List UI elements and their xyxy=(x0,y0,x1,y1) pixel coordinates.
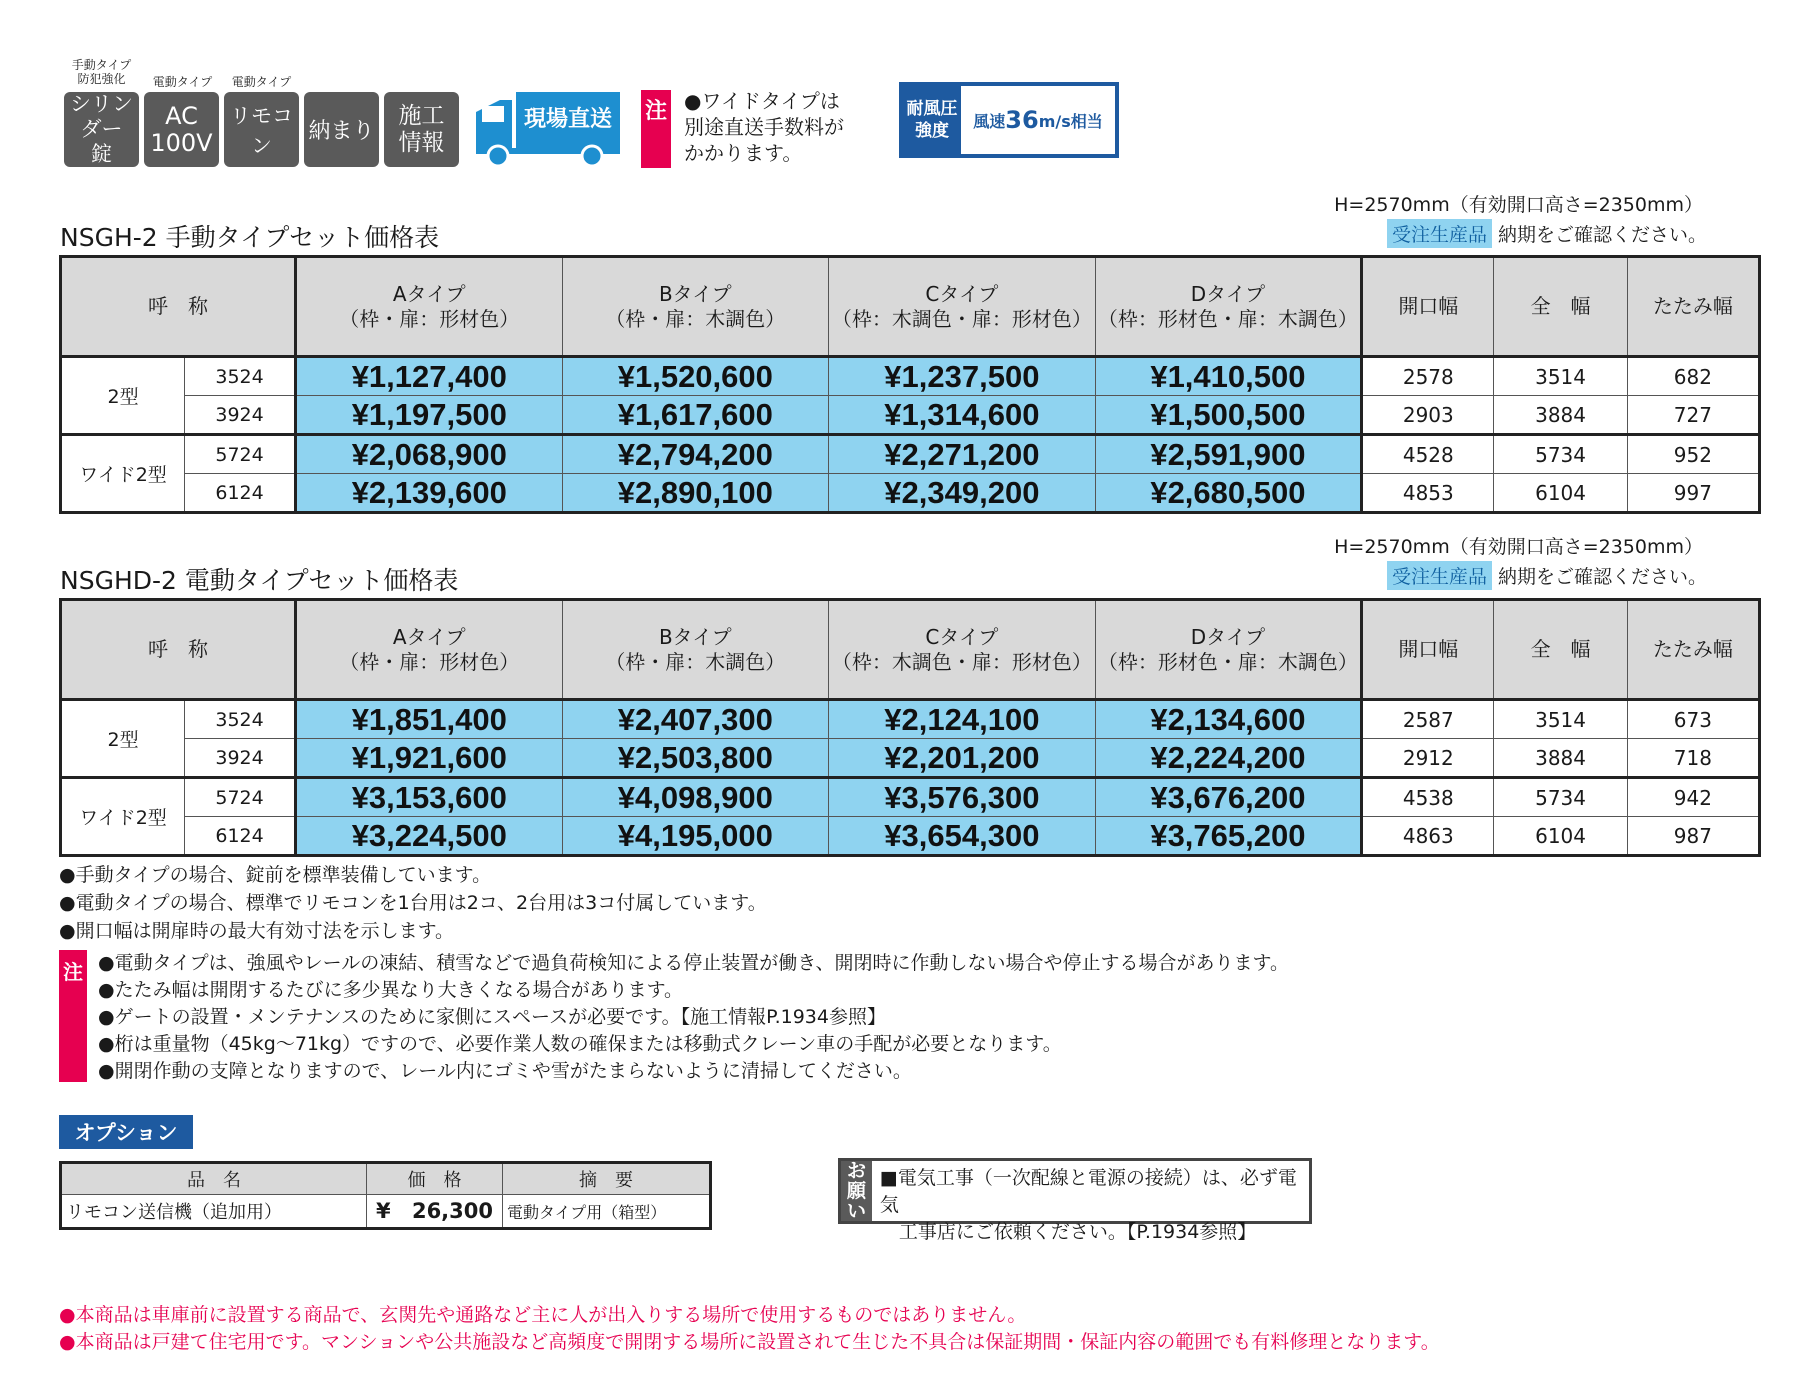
header-folded-width: たたみ幅 xyxy=(1627,600,1759,700)
installation-fit-icon: 納まり xyxy=(304,92,379,167)
header-type-b: Bタイプ （枠・扉：木調色） xyxy=(562,257,829,357)
wind-value-box xyxy=(961,86,1115,154)
made-to-order-badge: 受注生産品 xyxy=(1387,561,1492,590)
total-width: 3514 xyxy=(1494,700,1627,739)
height-note-2: H=2570mm（有効開口高さ=2350mm） xyxy=(1334,536,1703,558)
folded-width: 718 xyxy=(1627,739,1759,778)
total-width: 3884 xyxy=(1494,739,1627,778)
total-width: 5734 xyxy=(1494,435,1627,474)
group-name: ワイド2型 xyxy=(61,435,185,513)
price-c: ¥2,201,200 xyxy=(829,739,1096,778)
price-c: ¥1,314,600 xyxy=(829,396,1096,435)
opening-width: 2587 xyxy=(1362,700,1494,739)
price-table-electric xyxy=(59,598,1761,857)
direct-delivery-label: 現場直送 xyxy=(523,107,612,132)
size-code: 3524 xyxy=(185,700,296,739)
total-width: 5734 xyxy=(1494,778,1627,817)
header-type-d: Dタイプ （枠：形材色・扉：木調色） xyxy=(1095,257,1362,357)
residential-warning: ●本商品は戸建て住宅用です。マンションや公共施設など高頻度で開閉する場所に設置されて生じた不具合は保証期間・保証内容の範囲でも有料修理となります。 xyxy=(59,1331,1440,1353)
table-row xyxy=(61,396,1760,435)
option-label: オプション xyxy=(59,1115,193,1149)
folded-width: 942 xyxy=(1627,778,1759,817)
price-d: ¥2,134,600 xyxy=(1095,700,1362,739)
price-d: ¥3,765,200 xyxy=(1095,817,1362,856)
yen-mark: ¥ xyxy=(376,1199,391,1223)
caution-mark: 注 xyxy=(641,90,671,168)
price-b: ¥2,890,100 xyxy=(562,474,829,513)
price-a: ¥1,127,400 xyxy=(296,357,563,396)
group-name: ワイド2型 xyxy=(61,778,185,856)
option-name: リモコン送信機（追加用） xyxy=(61,1195,367,1229)
price-b: ¥2,794,200 xyxy=(562,435,829,474)
remote-control-icon: リモコン xyxy=(224,92,299,167)
price-b: ¥4,098,900 xyxy=(562,778,829,817)
wind-post: m/s相当 xyxy=(1038,111,1103,131)
table-row xyxy=(61,817,1760,856)
size-code: 6124 xyxy=(185,474,296,513)
request-text: ■電気工事（一次配線と電源の接続）は、必ず電気 工事店にご依頼ください。【P.1934参照】 xyxy=(879,1167,1297,1243)
folded-width: 727 xyxy=(1627,396,1759,435)
header-opening-width: 開口幅 xyxy=(1362,600,1494,700)
price-c: ¥3,576,300 xyxy=(829,778,1096,817)
header-total-width: 全 幅 xyxy=(1494,257,1627,357)
order-note-2 xyxy=(1387,561,1707,590)
table-row xyxy=(61,778,1760,817)
ac100v-icon: AC 100V xyxy=(144,92,219,167)
opening-width: 4538 xyxy=(1362,778,1494,817)
icon-caption-cylinder: 手動タイプ 防犯強化 xyxy=(71,58,132,86)
price-d: ¥3,676,200 xyxy=(1095,778,1362,817)
header-type-b: Bタイプ （枠・扉：木調色） xyxy=(562,600,829,700)
header-name: 呼 称 xyxy=(61,600,296,700)
price-a: ¥3,224,500 xyxy=(296,817,563,856)
wind-pre: 風速 xyxy=(973,111,1006,131)
option-memo: 電動タイプ用（箱型） xyxy=(503,1195,711,1229)
table-row xyxy=(61,739,1760,778)
price-b: ¥2,503,800 xyxy=(562,739,829,778)
made-to-order-badge: 受注生産品 xyxy=(1387,219,1492,248)
wide-type-note: ●ワイドタイプは 別途直送手数料が かかります。 xyxy=(684,89,844,165)
price-c: ¥3,654,300 xyxy=(829,817,1096,856)
header-type-d: Dタイプ （枠：形材色・扉：木調色） xyxy=(1095,600,1362,700)
icon-caption-ac: 電動タイプ xyxy=(152,75,213,89)
opening-width: 2912 xyxy=(1362,739,1494,778)
price-a: ¥2,068,900 xyxy=(296,435,563,474)
folded-width: 673 xyxy=(1627,700,1759,739)
caution-note: ●開閉作動の支障となりますので、レール内にゴミや雪がたまらないように清掃してください。 xyxy=(98,1060,912,1082)
order-note-1 xyxy=(1387,219,1707,248)
height-note-1: H=2570mm（有効開口高さ=2350mm） xyxy=(1334,194,1703,216)
price-d: ¥2,224,200 xyxy=(1095,739,1362,778)
price-table-manual xyxy=(59,255,1761,514)
opening-width: 2578 xyxy=(1362,357,1494,396)
size-code: 3924 xyxy=(185,396,296,435)
size-code: 5724 xyxy=(185,778,296,817)
table-row xyxy=(61,1195,711,1229)
icon-caption-remote: 電動タイプ xyxy=(231,75,292,89)
note-remote-count: ●電動タイプの場合、標準でリモコンを1台用は2コ、2台用は3コ付属しています。 xyxy=(59,892,767,914)
price-b: ¥1,617,600 xyxy=(562,396,829,435)
total-width: 6104 xyxy=(1494,474,1627,513)
header-type-c: Cタイプ （枠：木調色・扉：形材色） xyxy=(829,257,1096,357)
option-header-name: 品 名 xyxy=(61,1163,367,1195)
opening-width: 2903 xyxy=(1362,396,1494,435)
total-width: 3514 xyxy=(1494,357,1627,396)
note-manual-lock: ●手動タイプの場合、錠前を標準装備しています。 xyxy=(59,864,492,886)
size-code: 5724 xyxy=(185,435,296,474)
group-name: 2型 xyxy=(61,357,185,435)
option-header-memo: 摘 要 xyxy=(503,1163,711,1195)
folded-width: 682 xyxy=(1627,357,1759,396)
caution-note: ●桁は重量物（45kg～71kg）ですので、必要作業人数の確保または移動式クレーン車の手配が必要となります。 xyxy=(98,1033,1062,1055)
construction-info-icon: 施工 情報 xyxy=(384,92,459,167)
wind-speed-value: 36 xyxy=(1005,106,1039,134)
price-d: ¥1,410,500 xyxy=(1095,357,1362,396)
size-code: 3924 xyxy=(185,739,296,778)
price-d: ¥2,591,900 xyxy=(1095,435,1362,474)
total-width: 6104 xyxy=(1494,817,1627,856)
option-price-cell xyxy=(367,1195,503,1229)
header-folded-width: たたみ幅 xyxy=(1627,257,1759,357)
caution-note: ●ゲートの設置・メンテナンスのために家側にスペースが必要です。【施工情報P.1934参照】 xyxy=(98,1006,886,1028)
usage-warning: ●本商品は車庫前に設置する商品で、玄関先や通路など主に人が出入りする場所で使用するものではありません。 xyxy=(59,1304,1027,1326)
caution-note: ●電動タイプは、強風やレールの凍結、積雪などで過負荷検知による停止装置が働き、開閉時に作動しない場合や停止する場合があります。 xyxy=(98,952,1289,974)
option-table xyxy=(59,1161,712,1230)
price-a: ¥1,851,400 xyxy=(296,700,563,739)
request-box xyxy=(838,1158,1312,1243)
request-label: お 願 い xyxy=(841,1161,872,1221)
price-d: ¥1,500,500 xyxy=(1095,396,1362,435)
price-a: ¥2,139,600 xyxy=(296,474,563,513)
confirm-text: 納期をご確認ください。 xyxy=(1497,566,1707,588)
table-row xyxy=(61,474,1760,513)
price-d: ¥2,680,500 xyxy=(1095,474,1362,513)
price-a: ¥1,921,600 xyxy=(296,739,563,778)
group-name: 2型 xyxy=(61,700,185,778)
confirm-text: 納期をご確認ください。 xyxy=(1497,224,1707,246)
price-b: ¥2,407,300 xyxy=(562,700,829,739)
price-a: ¥1,197,500 xyxy=(296,396,563,435)
opening-width: 4863 xyxy=(1362,817,1494,856)
price-c: ¥1,237,500 xyxy=(829,357,1096,396)
header-type-a: Aタイプ （枠・扉：形材色） xyxy=(296,600,563,700)
price-c: ¥2,124,100 xyxy=(829,700,1096,739)
header-type-c: Cタイプ （枠：木調色・扉：形材色） xyxy=(829,600,1096,700)
table-row xyxy=(61,700,1760,739)
opening-width: 4853 xyxy=(1362,474,1494,513)
folded-width: 997 xyxy=(1627,474,1759,513)
price-b: ¥4,195,000 xyxy=(562,817,829,856)
size-code: 3524 xyxy=(185,357,296,396)
size-code: 6124 xyxy=(185,817,296,856)
option-header-price: 価 格 xyxy=(367,1163,503,1195)
wind-resistance-badge xyxy=(899,82,1119,158)
cylinder-lock-icon: シリンダー 錠 xyxy=(64,92,139,167)
total-width: 3884 xyxy=(1494,396,1627,435)
price-a: ¥3,153,600 xyxy=(296,778,563,817)
table-row xyxy=(61,357,1760,396)
folded-width: 952 xyxy=(1627,435,1759,474)
folded-width: 987 xyxy=(1627,817,1759,856)
wind-label: 耐風圧 強度 xyxy=(906,99,958,141)
header-opening-width: 開口幅 xyxy=(1362,257,1494,357)
header-total-width: 全 幅 xyxy=(1494,600,1627,700)
price-c: ¥2,271,200 xyxy=(829,435,1096,474)
price-c: ¥2,349,200 xyxy=(829,474,1096,513)
table-title-electric: NSGHD-2 電動タイプセット価格表 xyxy=(60,566,459,595)
header-name: 呼 称 xyxy=(61,257,296,357)
table-title-manual: NSGH-2 手動タイプセット価格表 xyxy=(60,223,440,252)
caution-mark-notes: 注 xyxy=(59,950,87,1082)
table-row xyxy=(61,435,1760,474)
note-opening-width: ●開口幅は開扉時の最大有効寸法を示します。 xyxy=(59,920,455,942)
opening-width: 4528 xyxy=(1362,435,1494,474)
price-b: ¥1,520,600 xyxy=(562,357,829,396)
option-price: 26,300 xyxy=(411,1199,493,1223)
header-type-a: Aタイプ （枠・扉：形材色） xyxy=(296,257,563,357)
caution-note: ●たたみ幅は開閉するたびに多少異なり大きくなる場合があります。 xyxy=(98,979,684,1001)
